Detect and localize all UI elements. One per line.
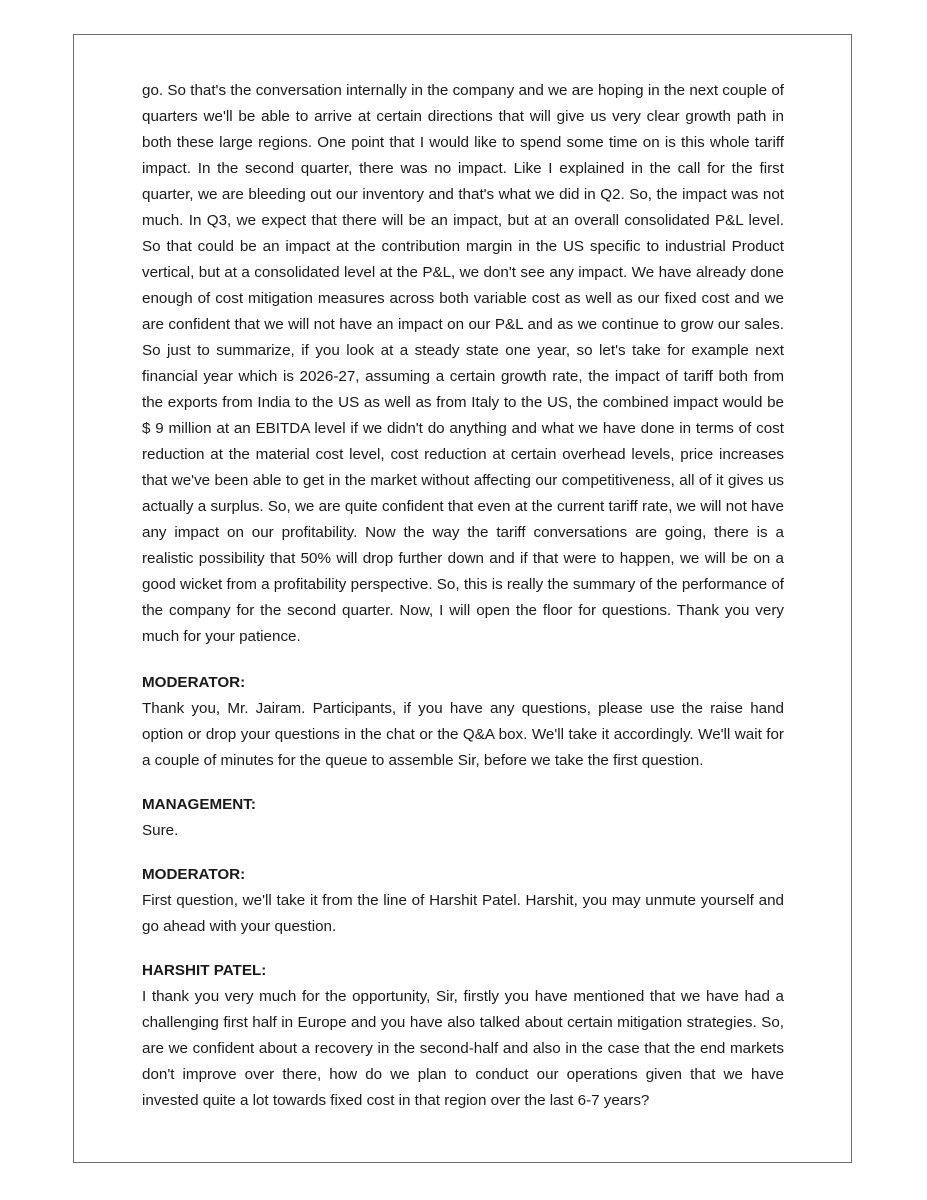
exchange-moderator-2 [142,862,784,940]
speaker-label: MODERATOR: [142,866,246,883]
speaker-label: MODERATOR: [142,674,246,691]
exchange-harshit-patel-1 [142,958,784,1114]
exchange-management-1 [142,792,784,844]
speaker-text: First question, we'll take it from the line of Harshit Patel. Harshit, you may unmute yourself and go ahead with your question. [142,892,784,935]
speaker-text: Thank you, Mr. Jairam. Participants, if you have any questions, please use the raise hand option or drop your questions in the chat or the Q&A box. We'll take it accordingly. We'll wait for a couple of minutes for the queue to assemble Sir, before we take the first question. [142,700,784,769]
opening-paragraph: go. So that's the conversation internally in the company and we are hoping in the next couple of quarters we'll be able to arrive at certain directions that will give us very clear growth path in both these large regions. One point that I would like to spend some time on is this whole tariff impact. In the second quarter, there was no impact. Like I explained in the call for the first quarter, we are bleeding out our inventory and that's what we did in Q2. So, the impact was not much. In Q3, we expect that there will be an impact, but at an overall consolidated P&L level. So that could be an impact at the contribution margin in the US specific to industrial Product vertical, but at a consolidated level at the P&L, we don't see any impact. We have already done enough of cost mitigation measures across both variable cost as well as our fixed cost and we are confident that we will not have an impact on our P&L and as we continue to grow our sales. So just to summarize, if you look at a steady state one year, so let's take for example next financial year which is 2026-27, assuming a certain growth rate, the impact of tariff both from the exports from India to the US as well as from Italy to the US, the combined impact would be $ 9 million at an EBITDA level if we didn't do anything and what we have done in terms of cost reduction at the material cost level, cost reduction at certain overhead levels, price increases that we've been able to get in the market without affecting our competitiveness, all of it gives us actually a surplus. So, we are quite confident that even at the current tariff rate, we will not have any impact on our profitability. Now the way the tariff conversations are going, there is a realistic possibility that 50% will drop further down and if that were to happen, we will be on a good wicket from a profitability perspective. So, this is really the summary of the performance of the company for the second quarter. Now, I will open the floor for questions. Thank you very much for your patience. [142,82,784,645]
speaker-text: Sure. [142,822,179,839]
transcript-body [142,78,784,1132]
speaker-text: I thank you very much for the opportunity, Sir, firstly you have mentioned that we have had a challenging first half in Europe and you have also talked about certain mitigation strategies. So, are we confident about a recovery in the second-half and also in the case that the end markets don't improve over there, how do we plan to conduct our operations given that we have invested quite a lot towards fixed cost in that region over the last 6-7 years? [142,988,784,1109]
exchange-moderator-1 [142,670,784,774]
speaker-label: MANAGEMENT: [142,796,256,813]
speaker-label: HARSHIT PATEL: [142,962,267,979]
